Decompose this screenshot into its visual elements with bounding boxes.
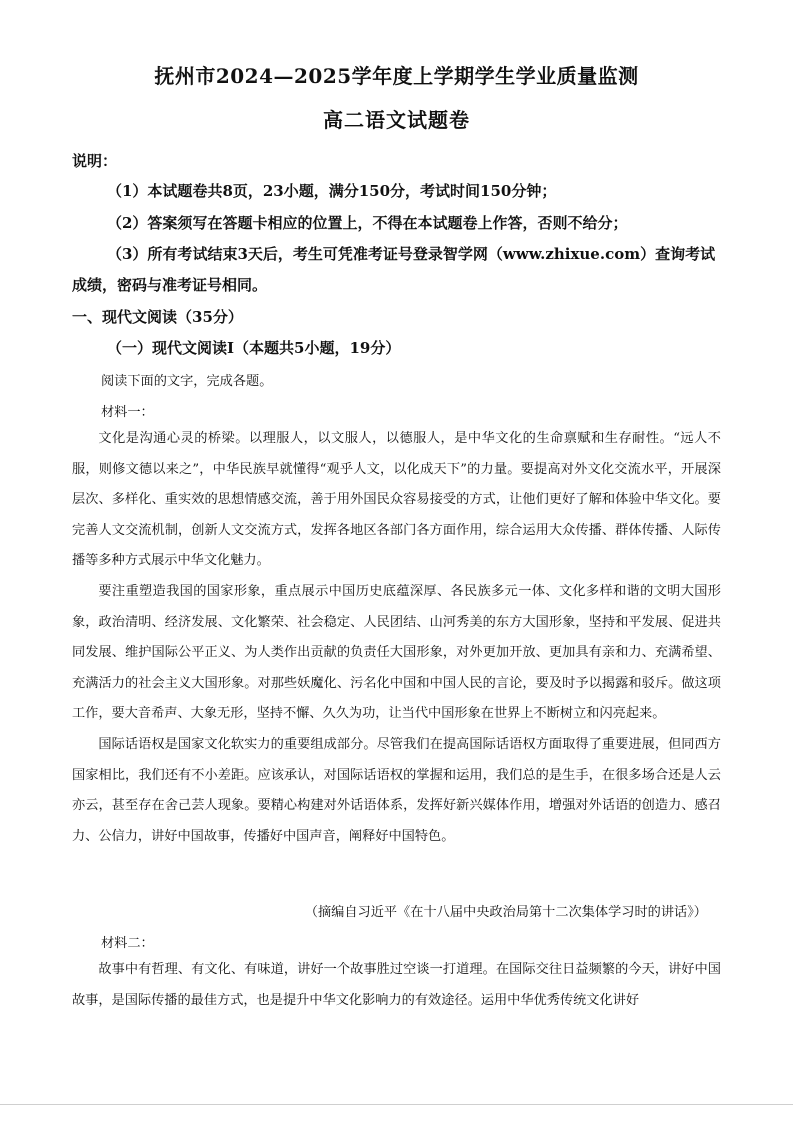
page-bottom-rule: [0, 1104, 793, 1105]
exam-subtitle: 高二语文试题卷: [323, 108, 470, 132]
exam-title: 抚州市2024—2025学年度上学期学生学业质量监测: [154, 64, 639, 88]
instruction-item-3-line-2: 成绩，密码与准考证号相同。: [72, 276, 268, 294]
material-1-paragraph-2: 要注重塑造我国的国家形象，重点展示中国历史底蕴深厚、各民族多元一体、文化多样和谐的文明大国形象，政治清明、经济发展、文化繁荣、社会稳定、人民团结、山河秀美的东方大国形象，坚持和平发展、促进共同发展、维护国际公平正义、为人类作出贡献的负责任大国形象，对外更加开放、更加具有亲和力、充满希望、充满活力的社会主义大国形象。对那些妖魔化、污名化中国和中国人民的言论，要及时予以揭露和驳斥。做这项工作，要大音希声、大象无形，坚持不懈、久久为功，让当代中国形象在世界上不断树立和闪亮起来。: [72, 583, 721, 722]
material-1-label: 材料一：: [101, 405, 154, 420]
material-1-paragraph-3: 国际话语权是国家文化软实力的重要组成部分。尽管我们在提高国际话语权方面取得了重要进展，但同西方国家相比，我们还有不小差距。应该承认，对国际话语权的掌握和运用，我们总的是生手，在很多场合还是人云亦云，甚至存在舍己芸人现象。要精心构建对外话语体系，发挥好新兴媒体作用，增强对外话语的创造力、感召力、公信力，讲好中国故事，传播好中国声音，阐释好中国特色。: [72, 736, 721, 844]
material-2-label: 材料二：: [101, 936, 154, 951]
material-2-paragraph-1: 故事中有哲理、有文化、有味道，讲好一个故事胜过空谈一打道理。在国际交往日益频繁的今天，讲好中国故事，是国际传播的最佳方式，也是提升中华文化影响力的有效途径。运用中华优秀传统文化讲好: [72, 962, 721, 1008]
material-1-paragraph-1: 文化是沟通心灵的桥梁。以理服人，以文服人，以德服人，是中华文化的生命禀赋和生存耐性。“远人不服，则修文德以来之”，中华民族早就懂得“观乎人文，以化成天下”的力量。要提高对外文化交流水平，开展深层次、多样化、重实效的思想情感交流，善于用外国民众容易接受的方式，让他们更好了解和体验中华文化。要完善人文交流机制，创新人文交流方式，发挥各地区各部门各方面作用，综合运用大众传播、群体传播、人际传播等多种方式展示中华文化魅力。: [72, 431, 721, 569]
material-1-body: [72, 424, 721, 852]
instruction-item-1: （1）本试题卷共8页，23小题，满分150分，考试时间150分钟；: [107, 182, 557, 200]
instruction-item-2: （2）答案须写在答题卡相应的位置上，不得在本试题卷上作答，否则不给分；: [107, 214, 628, 232]
section-subheading: （一）现代文阅读Ⅰ（本题共5小题，19分）: [107, 339, 401, 357]
material-2-body: [72, 955, 721, 1016]
section-heading: 一、现代文阅读（35分）: [72, 308, 243, 326]
instructions-heading: 说明：: [72, 152, 118, 170]
instruction-item-3-line-1: （3）所有考试结束3天后，考生可凭准考证号登录智学网（www.zhixue.com）查询考试: [107, 245, 716, 263]
material-1-source: （摘编自习近平《在十八届中央政治局第十二次集体学习时的讲话》）: [304, 905, 707, 920]
reading-prompt: 阅读下面的文字，完成各题。: [101, 374, 273, 389]
